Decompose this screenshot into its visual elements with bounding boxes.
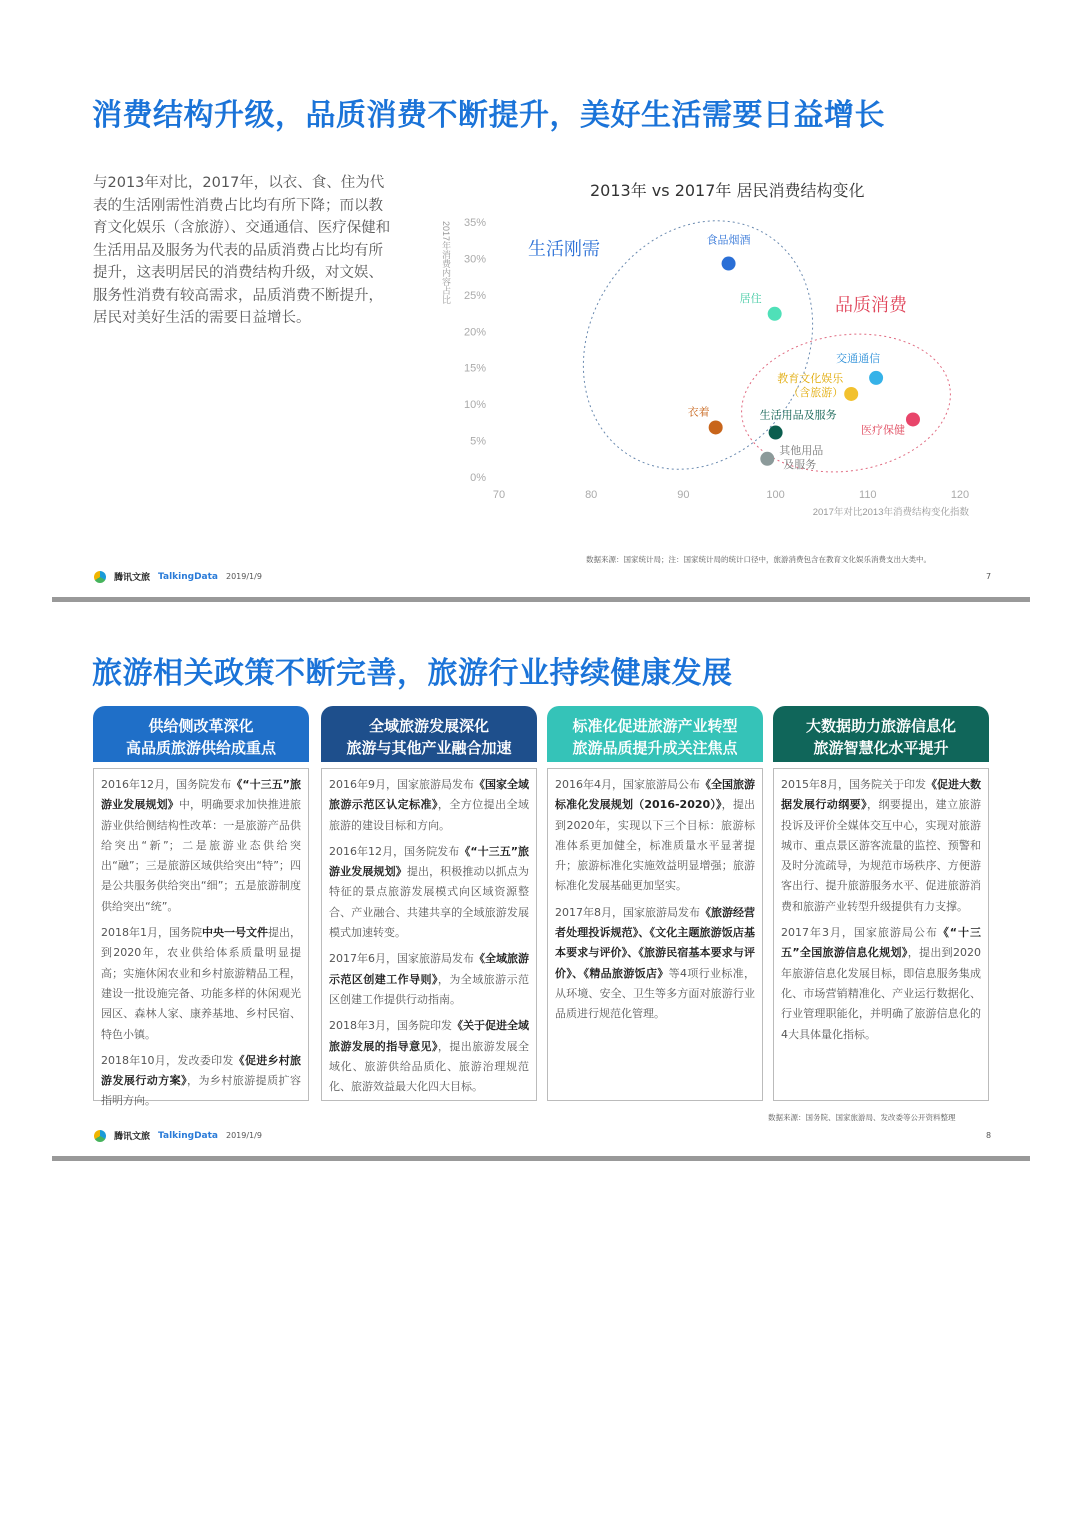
group-label-essential: 生活刚需 [528,239,600,259]
tencent-travel-logo-icon [94,571,106,583]
footer-date: 2019/1/9 [226,1131,262,1140]
y-tick-label: 5% [470,435,486,448]
data-point-label: 居住 [739,292,762,305]
y-tick-label: 15% [463,362,486,375]
policy-card-body [321,768,537,1101]
data-point-label: 医疗保健 [860,424,905,437]
x-tick-label: 70 [492,489,506,501]
y-tick-label: 30% [463,253,486,266]
brand-talkingdata: TalkingData [158,571,218,582]
y-tick-label: 25% [463,289,486,302]
policy-card-header [93,706,309,762]
policy-card-heading-line: 大数据助力旅游信息化 [805,717,956,735]
slide2-title: 旅游相关政策不断完善，旅游行业持续健康发展 [92,656,733,691]
policy-card-header [547,706,763,762]
slide-divider-2 [52,1156,1030,1161]
policy-card-header [321,706,537,762]
policy-paragraph: 2018年10月，发改委印发《促进乡村旅游发展行动方案》，为乡村旅游提质扩容指明方向。 [101,1053,302,1108]
brand-tencent-travel: 腾讯文旅 [114,1132,151,1142]
policy-paragraph: 2018年1月，国务院中央一号文件提出，到2020年，农业供给体系质量明显提高；实施休闲农业和乡村旅游精品工程，建设一批设施完备、功能多样的休闲观光园区、森林人家、康养基地、乡村民宿、特色小镇。 [101,926,301,1041]
policy-paragraph: 2016年12月，国务院发布《“十三五”旅游业发展规划》中，明确要求加快推进旅游业供给侧结构性改革：一是旅游产品供给突出“新”；二是旅游业态供给突出“融”；三是旅游区域供给突出“特”；四是公共服务供给突出“细”；五是旅游制度供给突出“统”。 [101,778,302,913]
tencent-travel-logo-icon [94,1130,106,1142]
slide1-title: 消费结构升级，品质消费不断提升，美好生活需要日益增长 [92,98,885,133]
page-number-2: 8 [986,1131,992,1140]
data-point [722,257,736,271]
y-axis-label: 2017年消费内容占比 [441,221,451,305]
x-tick-label: 100 [766,489,785,501]
y-tick-label: 20% [463,326,486,339]
data-point [769,426,783,440]
data-point-label: 食品烟酒 [706,234,751,247]
policy-card-body [773,768,989,1101]
x-axis-label: 2017年对比2013年消费结构变化指数 [812,507,969,518]
policy-card-heading-line: 高品质旅游供给成重点 [125,739,276,757]
x-tick-label: 120 [950,489,970,501]
group-label-quality: 品质消费 [835,295,907,315]
policy-card-heading-line: 旅游智慧化水平提升 [813,739,949,757]
policy-paragraph: 2017年6月，国家旅游局发布《全域旅游示范区创建工作导则》，为全域旅游示范区创建工作提供行动指南。 [329,952,530,1006]
brand-talkingdata: TalkingData [158,1130,218,1141]
data-point-label: 其他用品及服务 [779,444,824,471]
footer-brand [94,570,262,583]
policy-paragraph: 2016年12月，国务院发布《“十三五”旅游业发展规划》提出，积极推动以抓点为特征的景点旅游发展模式向区域资源整合、产业融合、共建共享的全域旅游发展模式加速转变。 [329,844,530,940]
policy-card-heading-line: 旅游品质提升成关注焦点 [572,739,738,757]
policy-paragraph: 2017年3月，国家旅游局公布《“十三五”全国旅游信息化规划》，提出到2020年旅游信息化发展目标，即信息服务集成化、市场营销精准化、产业运行数据化、行业管理职能化，并明确了旅游信息化的4大具体量化指标。 [781,926,981,1041]
policy-card-heading-line: 旅游与其他产业融合加速 [346,739,512,757]
policy-paragraph: 2017年8月，国家旅游局发布《旅游经营者处理投诉规范》、《文化主题旅游饭店基本要求与评价》、《旅游民宿基本要求与评价》、《精品旅游饭店》等4项行业标准，从环境、安全、卫生等多方面对旅游行业品质进行规范化管理。 [555,905,756,1021]
policy-card-heading-line: 全域旅游发展深化 [368,717,489,735]
policy-paragraph: 2015年8月，国务院关于印发《促进大数据发展行动纲要》，纲要提出，建立旅游投诉及评价全媒体交互中心，实现对旅游城市、重点景区游客流量的监控、预警和及时分流疏导，为规范市场秩序、方便游客出行、提升旅游服务水平、促进旅游消费和旅游产业转型升级提供有力支撑。 [781,778,982,913]
policy-card-body [547,768,763,1101]
footer-brand-2 [94,1129,262,1142]
footer-date: 2019/1/9 [226,572,262,581]
x-tick-label: 80 [585,489,598,501]
policy-card-heading-line: 供给侧改革深化 [148,717,254,735]
x-tick-label: 110 [859,489,877,501]
y-tick-label: 35% [463,217,486,229]
page-number: 7 [986,572,992,581]
chart-title: 2013年 vs 2017年 居民消费结构变化 [590,181,865,200]
data-point-label: 衣着 [687,406,710,419]
policy-card-header [773,706,989,762]
y-tick-label: 0% [470,472,486,484]
slide2-source: 数据来源：国务院、国家旅游局、发改委等公开资料整理 [768,1113,956,1122]
slide-divider [52,597,1030,602]
policy-card-heading-line: 标准化促进旅游产业转型 [572,717,738,735]
policy-card-body [93,768,309,1108]
data-point [869,371,883,385]
x-tick-label: 90 [677,489,690,501]
scatter-chart [430,205,1000,535]
policy-paragraph: 2018年3月，国务院印发《关于促进全域旅游发展的指导意见》，提出旅游发展全域化、旅游供给品质化、旅游治理规范化、旅游效益最大化四大目标。 [329,1019,530,1094]
data-point [906,412,920,426]
slide1-intro: 与2013年对比，2017年，以衣、食、住为代表的生活刚需性消费占比均有所下降；而以教育文化娱乐（含旅游）、交通通信、医疗保健和生活用品及服务为代表的品质消费占比均有所提升，这表明居民的消费结构升级，对文娱、服务性消费有较高需求，品质消费不断提升，居民对美好生活的需要日益增长。 [93,175,391,326]
data-point-label: 交通通信 [836,352,881,365]
policy-paragraph: 2016年4月，国家旅游局公布《全国旅游标准化发展规划（2016-2020）》，提出到2020年，实现以下三个目标：旅游标准体系更加健全，标准质量水平显著提升；旅游标准化实施效益明显增强；旅游标准化发展基础更加坚实。 [555,778,756,893]
data-point [760,452,774,466]
brand-tencent-travel: 腾讯文旅 [114,573,151,583]
data-point-label: 教育文化娱乐（含旅游） [777,372,844,399]
data-point [844,387,858,401]
data-point [709,420,723,434]
policy-paragraph: 2016年9月，国家旅游局发布《国家全域旅游示范区认定标准》，全方位提出全域旅游的建设目标和方向。 [329,778,530,832]
data-point [768,307,782,321]
y-tick-label: 10% [463,399,486,412]
data-point-label: 生活用品及服务 [759,409,837,422]
slide1-source: 数据来源：国家统计局；注：国家统计局的统计口径中，旅游消费包含在教育文化娱乐消费支出大类中。 [586,555,931,564]
